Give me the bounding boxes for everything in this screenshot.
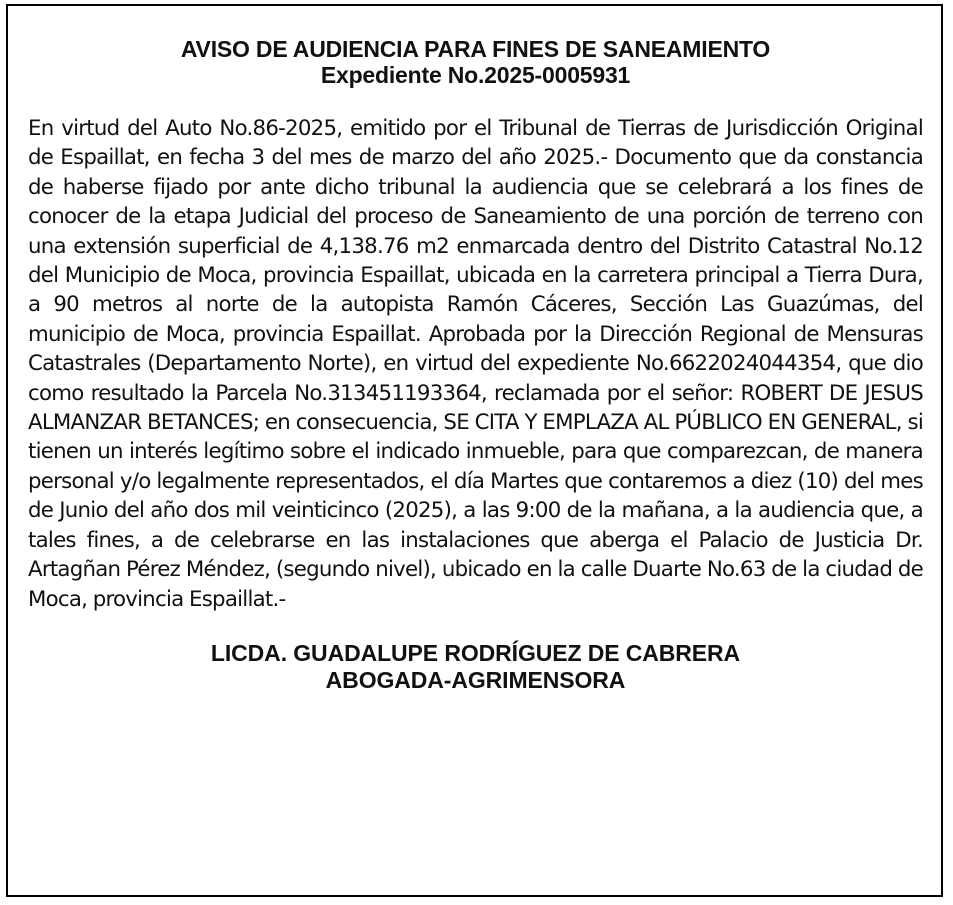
notice-title: AVISO DE AUDIENCIA PARA FINES DE SANEAMIENTO	[180, 36, 771, 62]
notice-body: En virtud del Auto No.86-2025, emitido por el Tribunal de Tierras de Jurisdicción Original de Espaillat, en fecha 3 del mes de marzo del año 2025.- Documento que da constancia de haberse fijado por ante dicho tribunal la audiencia que se celebrará a los fines de conocer de la etapa Judicial del proceso de Saneamiento de una porción de terreno con una extensión superficial de 4,138.76 m2 enmarcada dentro del Distrito Catastral No.12 del Municipio de Moca, provincia Espaillat, ubicada en la carretera principal a Tierra Dura, a 90 metros al norte de la autopista Ramón Cáceres, Sección Las Guazúmas, del municipio de Moca, provincia Espaillat. Aprobada por la Dirección Regional de Mensuras Catastrales (Departamento Norte), en virtud del expediente No.6622024044354, que dio como resultado la Parcela No.313451193364, reclamada por el señor: ROBERT DE JESUS ALMANZAR BETANCES; en consecuencia, SE CITA Y EMPLAZA AL PÚBLICO EN GENERAL, si tienen un interés legítimo sobre el indicado inmueble, para que comparezcan, de manera personal y/o legalmente representados, el día Martes que contaremos a diez (10) del mes de Junio del año dos mil veinticinco (2025), a las 9:00 de la mañana, a la audiencia que, a tales fines, a de celebrarse en las instalaciones que aberga el Palacio de Justicia Dr. Artagñan Pérez Méndez, (segundo nivel), ubicado en la calle Duarte No.63 de la ciudad de Moca, provincia Espaillat.-	[28, 116, 923, 612]
signer-name: LICDA. GUADALUPE RODRÍGUEZ DE CABRERA	[210, 639, 741, 666]
notice-header	[28, 36, 923, 88]
signature-block	[28, 640, 923, 694]
legal-notice	[6, 4, 943, 897]
file-number: Expediente No.2025-0005931	[320, 62, 631, 88]
signer-role: ABOGADA-AGRIMENSORA	[325, 666, 626, 693]
